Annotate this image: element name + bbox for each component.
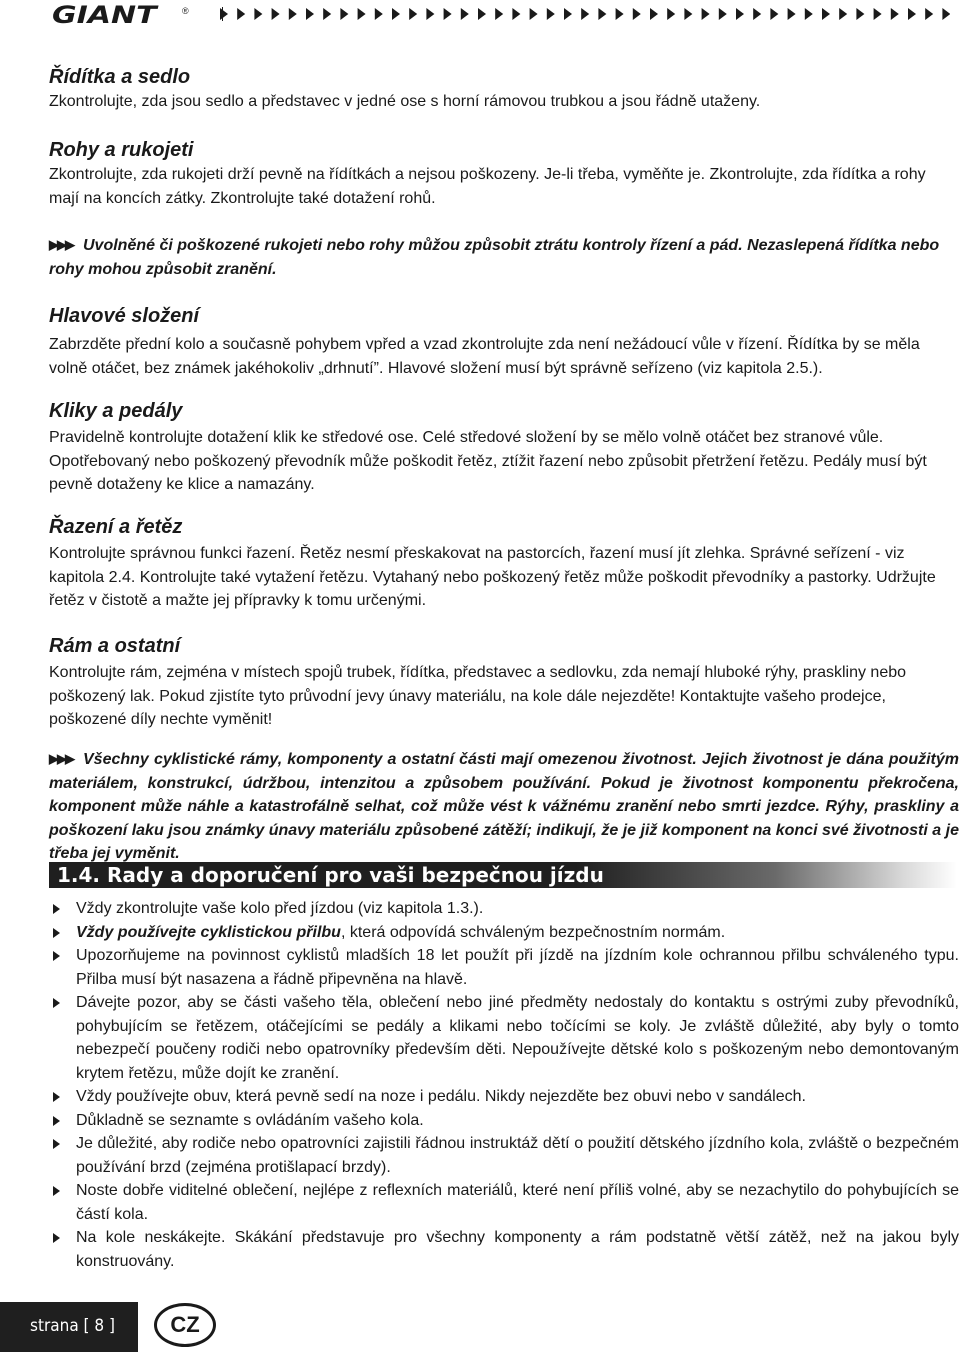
warning-text: Všechny cyklistické rámy, komponenty a ostatní části mají omezenou životnost. Jejich životnost je dána použitým materiálem, konstrukcí, údržbou, intenzitou a způsobem používání. Pokud je životnost komponentu překročena, komponent může náhle a katastrofálně selhat, což může vést k vážnému zranění nebo smrti jezdce. Rýhy, praskliny a poškození laku jsou známky únavy materiálu způsobené zátěží; indikují, že je již komponent na konci své životnosti a je třeba jej vyměnit. [49,751,959,862]
section-body-hlavove: Zabrzděte přední kolo a současně pohybem vpřed a vzad zkontrolujte zda není nežádoucí vůle v řízení. Řídítka by se měla volně otáčet, bez známek jakéhokoliv „drhnutí”. Hlavové složení musí být správně seřízeno (viz kapitola 2.5.). [49,336,920,377]
list-item: Na kole neskákejte. Skákání představuje pro všechny komponenty a rám podstatně větší zátěž, než na jakou byly konstruovány. [49,1226,959,1273]
page-number-box [0,1302,138,1352]
warning-zivotnost [49,747,959,866]
section-title-hlavove: Hlavové složení [49,305,200,327]
chapter-title: 1.4. Rady a doporučení pro vaši bezpečnou jízdu [57,863,604,887]
bullet-triangle-icon [53,928,60,938]
bullet-triangle-icon [53,1186,60,1196]
section-title-razeni: Řazení a řetěz [49,516,183,538]
list-item: Dávejte pozor, aby se části vašeho těla, oblečení nebo jiné předměty nedostaly do kontaktu s ostrými zuby převodníků, pohybujícím se řetězem, otáčejícími se pedály a klikami nebo točícími se koly. Je zvláště důležité, aby byly o tomto nebezpečí poučeny rodiči nebo opatrovníky především děti. Nepoužívejte dětské kolo s poškozeným nebo demontovaným krytem řetězu, může dojít ke zranění. [49,991,959,1085]
language-badge: CZ [154,1303,216,1347]
page-header [0,0,960,30]
section-title-rohy: Rohy a rukojeti [49,139,194,161]
list-item: Vždy zkontrolujte vaše kolo před jízdou (viz kapitola 1.3.). [49,897,959,921]
section-title-ram: Rám a ostatní [49,635,181,657]
bullet-triangle-icon [53,1116,60,1126]
registered-mark: ® [182,6,189,16]
list-item: Vždy používejte cyklistickou přilbu, která odpovídá schváleným bezpečnostním normám. [49,921,959,945]
safety-tips-list [49,897,959,1273]
warning-rukojeti [49,233,959,281]
warning-text: Uvolněné či poškozené rukojeti nebo rohy můžou způsobit ztrátu kontroly řízení a pád. Nezaslepená řídítka nebo rohy mohou způsobit zranění. [49,237,940,278]
bullet-triangle-icon [53,904,60,914]
chapter-heading-band [49,862,957,888]
list-item: Důkladně se seznamte s ovládáním vašeho kola. [49,1109,959,1133]
section-body-kliky: Pravidelně kontrolujte dotažení klik ke středové ose. Celé středové složení by se mělo volně otáčet bez stranové vůle. Opotřebovaný nebo poškozený převodník může poškodit řetěz, ztížit řazení nebo způsobit přetržení řetězu. Pedály musí být pevně dotaženy ke klice a namazány. [49,429,927,493]
section-body-ram: Kontrolujte rám, zejména v místech spojů trubek, řídítka, představec a sedlovku, zda nemají hluboké rýhy, praskliny nebo poškozený lak. Pokud zjistíte tyto průvodní jevy únavy materiálu, na kole dále nejezděte! Kontaktujte vašeho prodejce, poškozené díly nechte vyměnit! [49,664,907,728]
bullet-triangle-icon [53,998,60,1008]
section-body-rohy: Zkontrolujte, zda rukojeti drží pevně na řídítkách a nejsou poškozeny. Je-li třeba, vyměňte je. Zkontrolujte, zda řídítka a rohy mají na koncích zátky. Zkontrolujte také dotažení rohů. [49,166,926,207]
section-body-razeni: Kontrolujte správnou funkci řazení. Řetěz nesmí přeskakovat na pastorcích, řazení musí jít zlehka. Správné seřízení - viz kapitola 2.4. Kontrolujte také vytažení řetězu. Vytahaný nebo poškozený řetěz může poškodit převodníky a pastorky. Udržujte řetěz v čistotě a mažte jej přípravky k tomu určenými. [49,545,936,609]
arrow-strip-decoration [220,7,950,21]
section-title-kliky: Kliky a pedály [49,400,183,422]
list-item: Vždy používejte obuv, která pevně sedí na noze i pedálu. Nikdy nejezděte bez obuvi nebo v sandálech. [49,1085,959,1109]
giant-logo: GIANT [52,1,157,29]
page-number: strana [ 8 ] [30,1316,115,1336]
list-item: Je důležité, aby rodiče nebo opatrovníci zajistili řádnou instruktáž dětí o použití dětského jízdního kola, zvláště o bezpečném používání brzd (zejména protišlapací brzdy). [49,1132,959,1179]
bullet-triangle-icon [53,1092,60,1102]
list-item: Upozorňujeme na povinnost cyklistů mladších 18 let použít při jízdě na jízdním kole ochrannou přilbu schváleného typu. Přilba musí být nasazena a řádně připevněna na hlavě. [49,944,959,991]
arrow-strip-icon [220,7,950,21]
section-title-ridítka: Řídítka a sedlo [49,66,191,88]
bullet-triangle-icon [53,951,60,961]
list-item: Noste dobře viditelné oblečení, nejlépe z reflexních materiálů, které není příliš volné, aby se nezachytilo do pohybujících se částí kola. [49,1179,959,1226]
bullet-triangle-icon [53,1139,60,1149]
warning-arrows-icon: ▶▶▶ [49,237,73,252]
warning-arrows-icon: ▶▶▶ [49,751,73,766]
section-body-ridítka: Zkontrolujte, zda jsou sedlo a představec v jedné ose s horní rámovou trubkou a jsou řádně utaženy. [49,93,761,110]
bullet-triangle-icon [53,1233,60,1243]
